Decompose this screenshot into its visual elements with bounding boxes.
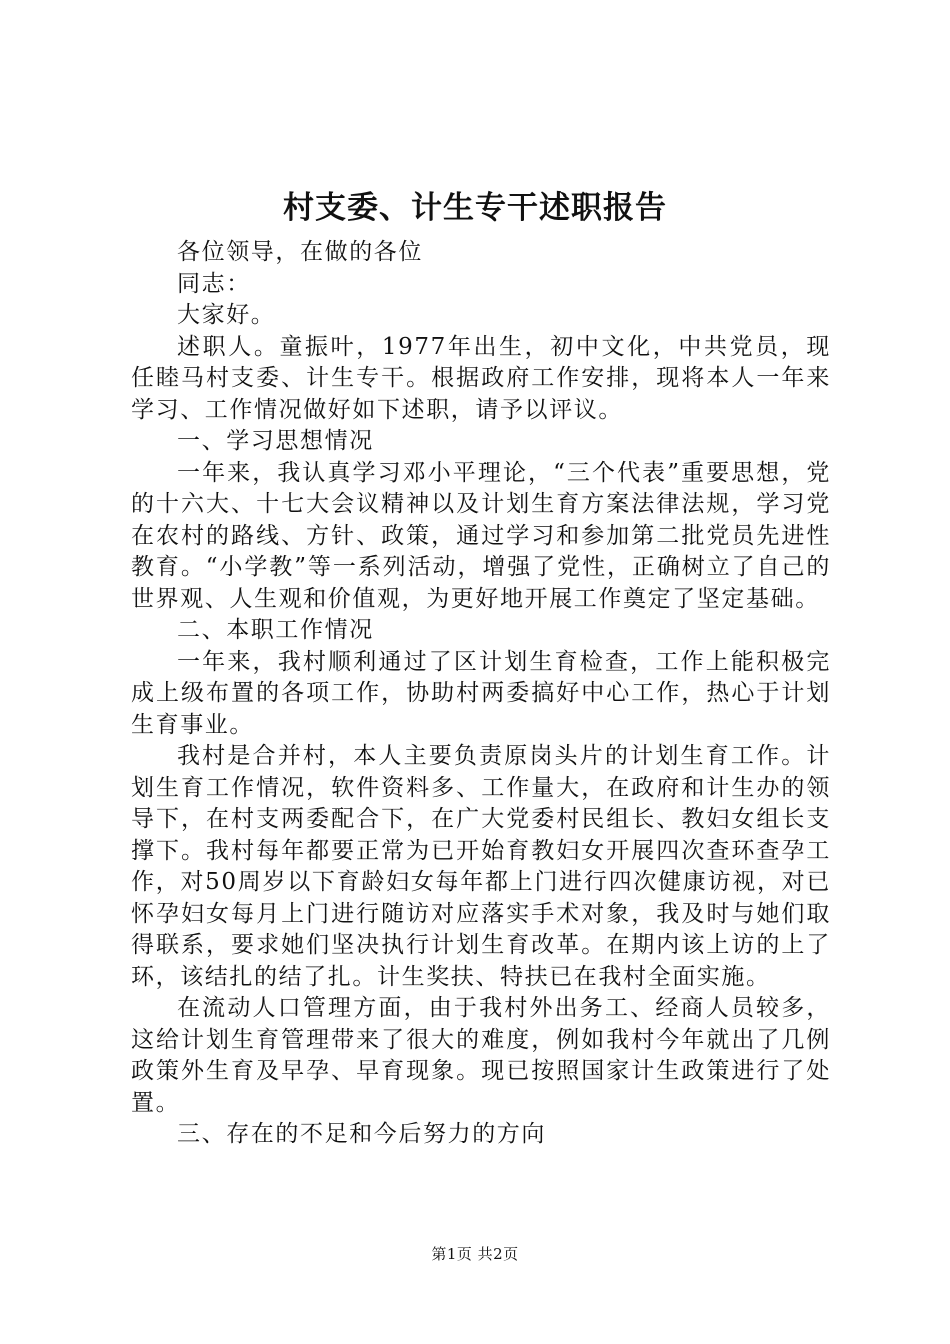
greeting: 大家好。 xyxy=(177,302,276,328)
salutation-line-2: 同志： xyxy=(177,270,251,297)
study-paragraph: 一年来，我认真学习邓小平理论，“三个代表”重要思想，党的十六大、十七大会议精神以及计划生育方案法律法规，学习党在农村的路线、方针、政策，通过学习和参加第二批党员先进性教育。“小学教”等一系列活动，增强了党性，正确树立了自己的世界观、人生观和价值观，为更好地开展工作奠定了坚定基础。 xyxy=(131,459,831,612)
work-paragraph-2: 我村是合并村，本人主要负责原岗头片的计划生育工作。计划生育工作情况，软件资料多、工作量大，在政府和计生办的领导下，在村支两委配合下，在广大党委村民组长、教妇女组长支撑下。我村每年都要正常为已开始育教妇女开展四次查环查孕工作，对50周岁以下育龄妇女每年都上门进行四次健康访视，对已怀孕妇女每月上门进行随访对应落实手术对象，我及时与她们取得联系，要求她们坚决执行计划生育改革。在期内该上访的上了环，该结扎的结了扎。计生奖扶、特扶已在我村全面实施。 xyxy=(131,743,831,990)
document-body xyxy=(131,237,831,1151)
page-number-footer: 第1页 共2页 xyxy=(431,1245,519,1263)
work-paragraph-1: 一年来，我村顺利通过了区计划生育检查，工作上能积极完成上级布置的各项工作，协助村两委搞好中心工作，热心于计划生育事业。 xyxy=(131,648,831,738)
intro-paragraph: 述职人。童振叶，1977年出生，初中文化，中共党员，现任睦马村支委、计生专干。根据政府工作安排，现将本人一年来学习、工作情况做好如下述职，请予以评议。 xyxy=(131,333,831,423)
section-heading-shortcomings: 三、存在的不足和今后努力的方向 xyxy=(177,1121,546,1147)
section-heading-work: 二、本职工作情况 xyxy=(177,617,374,643)
work-paragraph-3: 在流动人口管理方面，由于我村外出务工、经商人员较多，这给计划生育管理带来了很大的难度，例如我村今年就出了几例政策外生育及早孕、早育现象。现已按照国家计生政策进行了处置。 xyxy=(131,995,831,1116)
salutation-line-1: 各位领导，在做的各位 xyxy=(177,239,423,265)
section-heading-study: 一、学习思想情况 xyxy=(177,428,374,454)
document-title: 村支委、计生专干述职报告 xyxy=(283,190,667,226)
